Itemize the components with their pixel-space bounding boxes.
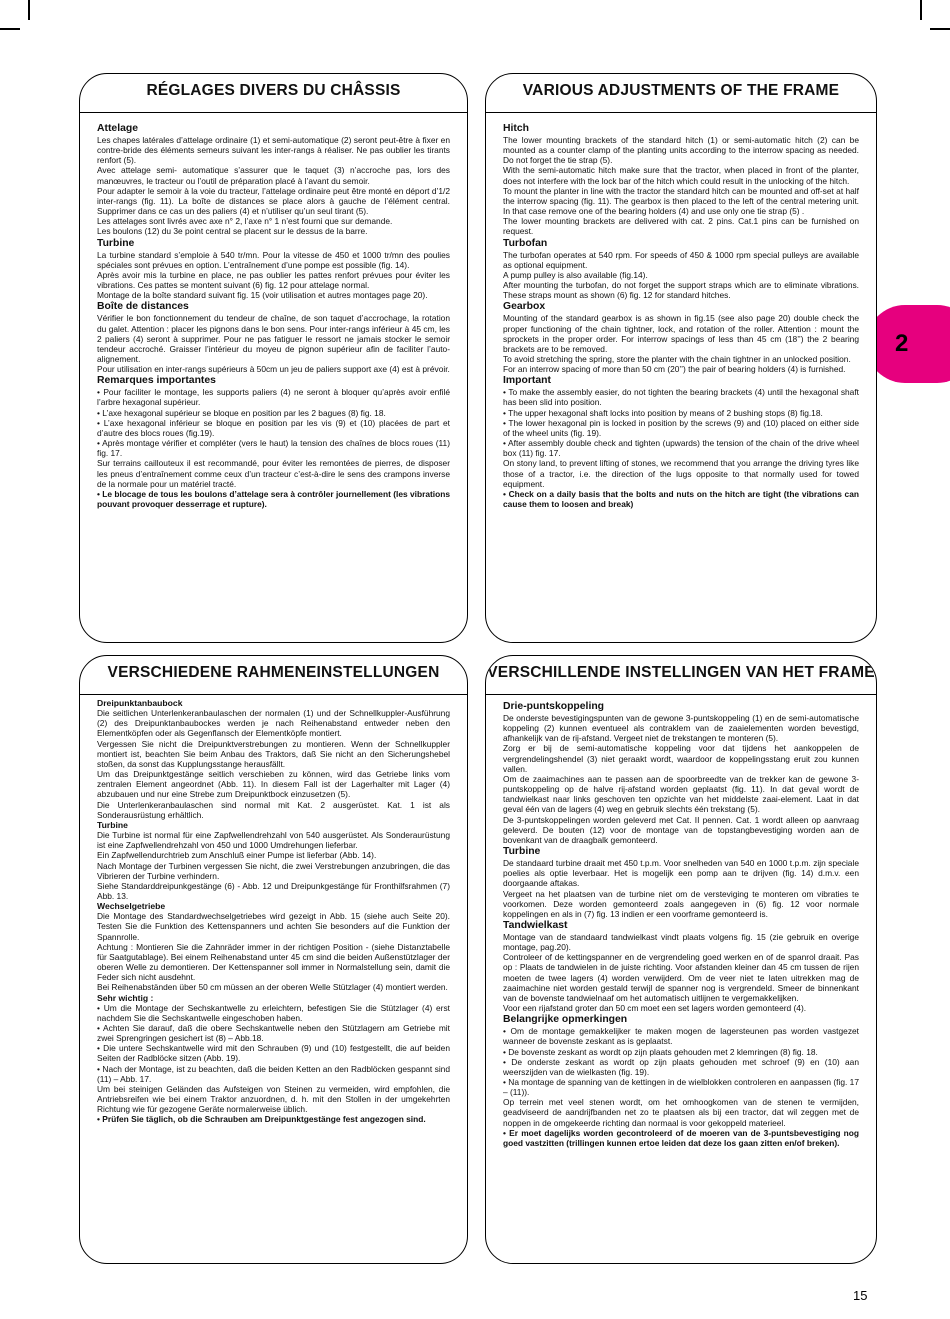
paragraph: • To make the assembly easier, do not tighten the bearing brackets (4) until the hexagonal shaft has been slid into position. bbox=[503, 387, 859, 408]
paragraph: De standaard turbine draait met 450 t.p.m. Voor snelheden van 540 en 1000 t.p.m. zijn speciale poelies als optie leverbaar. Het is mogelijk een pomp aan te drijven (fig. 14) d.m.v. een doorgaande aftakas. bbox=[503, 858, 859, 889]
panel-german bbox=[79, 655, 468, 1264]
page-number: 15 bbox=[853, 1288, 868, 1303]
section-heading: Tandwielkast bbox=[503, 919, 568, 931]
panel-french bbox=[79, 73, 468, 643]
paragraph: Zorg er bij de semi-automatische koppeling voor dat tijdens het aankoppelen de vergrendelingshendel (3) niet geraakt wordt, waardoor de koppelingsstang eruit zou kunnen vallen. bbox=[503, 743, 859, 774]
warning-paragraph: • Check on a daily basis that the bolts and nuts on the hitch are tight (the vibrations can cause them to loosen and break) bbox=[503, 488, 859, 509]
paragraph: Mounting of the standard gearbox is as shown in fig.15 (see also page 20) double check the proper functioning of the chain tightner, lock, and rotation of the roller. Attention : mount the sprockets in the proper order. For interrow spacings of less than 45 cm (18’’) the 2 bearing brackets are to be removed. bbox=[503, 313, 859, 354]
panel-title: VARIOUS ADJUSTMENTS OF THE FRAME bbox=[522, 82, 840, 99]
paragraph: Controleer of de kettingspanner en de vergrendeling goed werken en of de spanrol draait. Pas op : Plaats de tandwielen in de juiste richting. Voor afstanden kleiner dan 45 cm tussen de rijen moeten de twee lagers (4) worden verwijderd. Om de veer niet te laten uitrekken mag de zaaimachine niet worden gestald terwijl de spanner nog is vergrendeld. Smeer de binnenkant van de bovenste tandwielnaaf om het automatisch uitlijnen te vergemakkelijken. bbox=[503, 952, 859, 1003]
paragraph: Ein Zapfwellendurchtrieb zum Anschluß einer Pumpe ist lieferbar (Abb. 14). bbox=[97, 850, 377, 861]
paragraph: Pour adapter le semoir à la voie du tracteur, l’attelage ordinaire peut être monté en déport d’1/2 inter-rangs (fig. 11). La boîte de distances se place alors à gauche de l’élément central. Supprimer dans ce cas un des paliers (4) et n’utiliser qu’un seul tirant (5). bbox=[97, 185, 450, 217]
warning-paragraph: • Prüfen Sie täglich, ob die Schrauben am Dreipunktgestänge fest angezogen sind. bbox=[97, 1114, 426, 1125]
paragraph: • Um die Montage der Sechskantwelle zu erleichtern, befestigen Sie die Stützlager (4) erst nachdem Sie die Sechskantwelle eingeschoben haben. bbox=[97, 1002, 450, 1023]
paragraph: Die Turbine ist normal für eine Zapfwellendrehzahl von 540 ausgerüstet. Als Sonderaurüstung ist eine Zapfwellendrehzahl von 450 und 1000 Umdrehungen lieferbar. bbox=[97, 830, 450, 851]
panel-content bbox=[97, 122, 450, 632]
paragraph: Montage de la boîte standard suivant fig. 15 (voir utilisation et autres montages page 20). bbox=[97, 290, 428, 301]
section-heading: Wechselgetriebe bbox=[97, 901, 166, 912]
paragraph: Pour utilisation en inter-rangs supérieurs à 50cm un jeu de paliers support axe (4) est à prévoir. bbox=[97, 364, 450, 375]
paragraph: Nach Montage der Turbinen vergessen Sie nicht, die zwei Verstrebungen anzubringen, die das Vibrieren der Turbine verhindern. bbox=[97, 860, 450, 881]
paragraph: • After assembly double check and tighten (upwards) the tension of the chain of the drive wheel box (11) fig. 17. bbox=[503, 438, 859, 459]
paragraph: De onderste bevestigingspunten van de gewone 3-puntskoppeling (1) en de semi-automatische koppeling (2) kunnen eventueel als contraklem van de zaaielementen worden bevestigd, afhankelijk van de rij-afstand. Vergeet niet de trekstangen te monteren (5). bbox=[503, 713, 859, 744]
paragraph: • Na montage de spanning van de kettingen in de wielblokken controleren en aanpassen (fig. 17 – (11)). bbox=[503, 1077, 859, 1098]
section-heading: Drie-puntskoppeling bbox=[503, 701, 605, 712]
section-heading: Turbine bbox=[503, 846, 541, 858]
title-divider bbox=[486, 112, 876, 113]
paragraph: A pump pulley is also available (fig.14). bbox=[503, 269, 648, 280]
section-heading: Boîte de distances bbox=[97, 301, 189, 313]
paragraph: Vergeet na het plaatsen van de turbine niet om de versteviging te monteren om vibraties te voorkomen. Deze worden gemonteerd zoals aangegeven in (6) fig. 12 voor normale koppelingen en als in (7) fig. 13 indien er een voorframe gemonteerd is. bbox=[503, 888, 859, 919]
paragraph: • Nach der Montage, ist zu beachten, daß die beiden Ketten an den Radblöcken gespannt sind (11) – Abb. 17. bbox=[97, 1063, 450, 1084]
paragraph: Voor een rijafstand groter dan 50 cm moet een set lagers worden gemonteerd (4). bbox=[503, 1003, 807, 1014]
paragraph: Les boulons (12) du 3e point central se placent sur le dessus de la barre. bbox=[97, 226, 368, 237]
paragraph: With the semi-automatic hitch make sure that the tractor, when placed in front of the planter, does not interfere with the lock bar of the hitch which could result in the unlocking of the hitch. bbox=[503, 165, 859, 186]
title-divider bbox=[80, 694, 467, 695]
panel-dutch bbox=[485, 655, 877, 1264]
paragraph: Siehe Standarddreipunkgestänge (6) - Abb. 12 und Dreipunkgestänge für Fronthilfsrahmen (7) Abb. 13. bbox=[97, 880, 450, 901]
paragraph: La turbine standard s’emploie à 540 tr/mn. Pour la vitesse de 450 et 1000 tr/mn des poulies spéciales sont prévues en option. L’entraînement d’une pompe est possible (fig. 14). bbox=[97, 249, 450, 270]
paragraph: Die Unterlenkeranbaulaschen sind normal mit Kat. 2 ausgerüstet. Kat. 1 ist als Sonderausrüstung erhältlich. bbox=[97, 799, 450, 820]
paragraph: Om de zaaimachines aan te passen aan de spoorbreedte van de trekker kan de gewone 3-puntskoppeling op de halve rij-afstand worden geplaatst (fig. 11). In dat geval wordt de tandwielkast naar links geschoven ten opzichte van het middelste zaai-element. Laat in dat geval één van de lagers (4) weg en gebruik slechts één trekstang (5). bbox=[503, 773, 859, 815]
section-heading: Turbine bbox=[97, 237, 135, 249]
panel-english bbox=[485, 73, 877, 643]
title-divider bbox=[486, 694, 876, 695]
warning-paragraph: • Le blocage de tous les boulons d’attelage sera à contrôler journellement (les vibrations pouvant provoquer desserrage et rupture). bbox=[97, 488, 450, 509]
paragraph: • The upper hexagonal shaft locks into position by means of 2 bushing stops (8) fig.18. bbox=[503, 407, 823, 418]
section-heading: Gearbox bbox=[503, 301, 546, 313]
paragraph: The lower mounting brackets of the standard hitch (1) or semi-automatic hitch (2) can be mounted as a counter clamp of the planting units according to the interrow spacing as needed. Do not forget the tie strap (5). bbox=[503, 135, 859, 166]
section-heading: Sehr wichtig : bbox=[97, 992, 154, 1003]
paragraph: Vérifier le bon fonctionnement du tendeur de chaîne, de son taquet d’accrochage, la rotation du galet. Attention : placer les pignons dans le bon sens. Pour inter-rangs inférieur à 45 cm, les 2 paliers (4) seront à supprimer. Pour ne pas fatiguer le ressort ne jamais stocker le semoir tendeur accroché. Graisser l’intérieur du moyeu de pignon supérieur afin de faciliter l’auto- alignement. bbox=[97, 313, 450, 364]
paragraph: • De bovenste zeskant as wordt op zijn plaats gehouden met 2 klemringen (8) fig. 18. bbox=[503, 1046, 818, 1057]
section-heading: Belangrijke opmerkingen bbox=[503, 1014, 628, 1026]
warning-paragraph: • Er moet dagelijks worden gecontroleerd of de moeren van de 3-puntsbevestiging nog goed vastzitten (trillingen kunnen ertoe leiden dat deze los gaan zitten en/of breken). bbox=[503, 1127, 859, 1148]
paragraph: • Die untere Sechskantwelle wird mit den Schrauben (9) und (10) festgestellt, die auf beiden Seiten der Radblöcke sitzen (Abb. 19). bbox=[97, 1043, 450, 1064]
paragraph: Après avoir mis la turbine en place, ne pas oublier les pattes renfort prévues pour éviter les vibrations. Ces pattes se montent suivant (6) fig. 12 pour attelage normal. bbox=[97, 269, 450, 291]
panel-title: VERSCHIEDENE RAHMENEINSTELLUNGEN bbox=[107, 664, 440, 681]
paragraph: Sur terrains caillouteux il est recommandé, pour éviter les remontées de pierres, de disposer les pneus d’entraînement comme ceux d’un tracteur c’est-à-dire le sens des crampons inverse de la normale pour un matériel tracté. bbox=[97, 458, 450, 489]
paragraph: • The lower hexagonal pin is locked in position by the screws (9) and (10) placed on either side of the wheel units (fig. 19). bbox=[503, 417, 859, 438]
paragraph: Achtung : Montieren Sie die Zahnräder immer in der richtigen Position - (siehe Distanztabelle für Saatgutablage). Bei einem Reihenabstand unter 45 cm sind die beiden Außenstützlager der oberen Welle zu demontieren. Der Kettenspanner soll immer in Normalstellung sein, damit die Feder sich nicht ausdehnt. bbox=[97, 941, 450, 983]
paragraph: Bei Reihenabständen über 50 cm müssen an der oberen Welle Stützlager (4) montiert werden. bbox=[97, 982, 448, 993]
paragraph: Les attelages sont livrés avec axe n° 2, l’axe n° 1 n’est fourni que sur demande. bbox=[97, 216, 393, 227]
paragraph: • Achten Sie darauf, daß die obere Sechskantwelle neben den Stützlagern am Getriebe mit zwei Sprengringen gesichert ist (8) – Abb.18. bbox=[97, 1023, 450, 1044]
paragraph: Um das Dreipunktgestänge seitlich verschieben zu können, wird das Getriebe links vom zentralen Element angeordnet (Abb. 11). In diesem Fall ist der Lagerhalter mit Lager (4) abzubauen und nur eine Strebe zum Dreipunktbock einzusetzen (5). bbox=[97, 769, 450, 800]
paragraph: Avec attelage semi- automatique s’assurer que le taquet (3) n’accroche pas, lors des manœuvres, le tracteur ou l’outil de préparation placé à l’avant du semoir. bbox=[97, 165, 450, 186]
section-heading: Hitch bbox=[503, 123, 529, 134]
paragraph: Die Montage des Standardwechselgetriebes wird gezeigt in Abb. 15 (siehe auch Seite 20). Testen Sie die Funktion des Kettenspanners und achten Sie besonders auf die Funktion der Spannrolle. bbox=[97, 911, 450, 942]
section-heading: Remarques importantes bbox=[97, 375, 216, 387]
panel-content bbox=[97, 698, 450, 1253]
paragraph: • L’axe hexagonal supérieur se bloque en position par les 2 bagues (8) fig. 18. bbox=[97, 407, 386, 418]
paragraph: Die seitlichen Unterlenkeranbaulaschen der normalen (1) und der Schnellkuppler-Ausführung (2) des Dreipunktanbaubockes werden je nach Reihenabstand entweder neben den Elementköpfen oder als Gegenflansch der Elementköpfe montiert. bbox=[97, 708, 450, 739]
paragraph: Montage van de standaard tandwielkast vindt plaats volgens fig. 15 (zie gebruik en overige montage, pag.20). bbox=[503, 931, 859, 953]
paragraph: After mounting the turbofan, do not forget the support straps which are to eliminate vibrations. These straps mount as shown (6) fig. 12 for standard hitches. bbox=[503, 280, 859, 301]
paragraph: Les chapes latérales d’attelage ordinaire (1) et semi-automatique (2) seront peut-être à fixer en contre-bride des éléments semeurs suivant les inter-rangs à réaliser. Ne pas oublier les tirants renfort (5). bbox=[97, 135, 450, 166]
paragraph: • Après montage vérifier et compléter (vers le haut) la tension des chaînes de blocs roues (11) fig. 17. bbox=[97, 438, 450, 459]
paragraph: Um bei steinigen Geländen das Aufsteigen von Steinen zu vermeiden, wird empfohlen, die Antriebsreifen wie bei einem Traktor anzuordnen, d. h. mit den Stollen in der umgekehrten Richtung wie für gezogene Geräte normalerweise üblich. bbox=[97, 1083, 450, 1115]
panel-content bbox=[503, 700, 859, 1253]
paragraph: On stony land, to prevent lifting of stones, we recommend that you arrange the driving tyres like those of a tractor, i.e. the direction of the lugs opposite to that normally used for towed equipment. bbox=[503, 458, 859, 489]
crop-mark bbox=[28, 0, 30, 20]
section-heading: Dreipunktanbaubock bbox=[97, 698, 183, 708]
title-divider bbox=[80, 112, 467, 113]
paragraph: De 3-puntskoppelingen worden geleverd met Cat. II pennen. Cat. 1 wordt alleen op aanvraag geleverd. De bouten (12) voor de montage van de topstangbevestiging worden aan de bovenkant van de draagbalk gemonteerd. bbox=[503, 814, 859, 845]
paragraph: To avoid stretching the spring, store the planter with the chain tightner in an unlocked position. bbox=[503, 353, 851, 364]
paragraph: Vergessen Sie nicht die Dreipunktverstrebungen zu montieren. Wenn der Schnellkuppler montiert ist, beachten Sie beim Anbau des Traktors, daß Sie nicht an den Sicherungshebel stoßen, da sonst das Kupplungsstange herausfällt. bbox=[97, 738, 450, 769]
paragraph: To mount the planter in line with the tractor the standard hitch can be mounted and off-set at half the interrow spacing (fig. 11). The gearbox is then placed to the left of the central metering unit. In that case remove one of the bearing holders (4) and use only one tie strap (5) . bbox=[503, 185, 859, 217]
panel-title: RÉGLAGES DIVERS DU CHÂSSIS bbox=[146, 82, 401, 99]
paragraph: • Pour faciliter le montage, les supports paliers (4) ne seront à bloquer qu’après avoir enfilé l’arbre hexagonal supérieur. bbox=[97, 387, 450, 408]
crop-mark bbox=[920, 0, 922, 20]
paragraph: For an interrow spacing of more than 50 cm (20’’) the pair of bearing holders (4) is furnished. bbox=[503, 364, 846, 375]
section-heading: Important bbox=[503, 375, 551, 387]
section-heading: Turbine bbox=[97, 819, 128, 830]
panel-title: VERSCHILLENDE INSTELLINGEN VAN HET FRAME bbox=[487, 664, 875, 681]
section-heading: Attelage bbox=[97, 123, 138, 134]
crop-mark bbox=[0, 28, 20, 30]
paragraph: Op terrein met veel stenen wordt, om het omhoogkomen van de stenen te vermijden, geadviseerd de aandrijfbanden net zo te plaatsen als bij een tractor, dat wil zeggen met de noppen in de omgekeerde richting dan normaal is voor gekoppeld materieel. bbox=[503, 1097, 859, 1128]
crop-mark bbox=[930, 28, 950, 30]
panel-content bbox=[503, 122, 859, 632]
paragraph: • Om de montage gemakkelijker te maken mogen de lagersteunen pas worden vastgezet wanneer de bovenste zeskant as is geplaatst. bbox=[503, 1026, 859, 1047]
paragraph: • L’axe hexagonal inférieur se bloque en position par les vis (9) et (10) placées de part et d’autre des blocs roues (fig.19). bbox=[97, 417, 450, 438]
paragraph: The turbofan operates at 540 rpm. For speeds of 450 & 1000 rpm special pulleys are available as optional equipment. bbox=[503, 249, 859, 270]
paragraph: • De onderste zeskant as wordt op zijn plaats gehouden met schroef (9) en (10) aan weerszijden van de wielkasten (fig. 19). bbox=[503, 1056, 859, 1077]
paragraph: The lower mounting brackets are delivered with cat. 2 pins. Cat.1 pins can be furnished on request. bbox=[503, 216, 859, 237]
section-tab-number: 2 bbox=[895, 330, 909, 357]
section-heading: Turbofan bbox=[503, 237, 548, 249]
